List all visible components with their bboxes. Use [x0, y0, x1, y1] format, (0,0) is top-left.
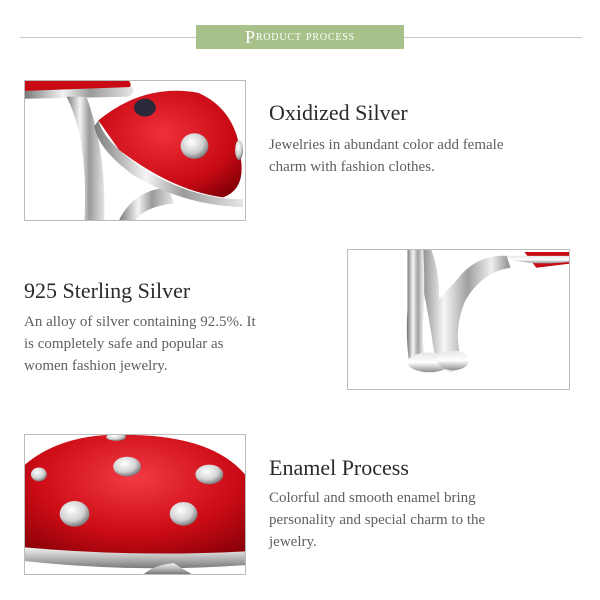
feature-description-line: is completely safe and popular as: [24, 336, 224, 352]
feature-title-enamel-process: Enamel Process: [269, 455, 409, 480]
feature-title-oxidized-silver: Oxidized Silver: [269, 100, 408, 125]
feature-title-sterling-silver: 925 Sterling Silver: [24, 278, 191, 303]
feature-description-line: charm with fashion clothes.: [269, 159, 435, 175]
feature-description-oxidized-silver: [269, 134, 504, 178]
feature-description-line: jewelry.: [269, 534, 317, 550]
feature-description-line: Jewelries in abundant color add female: [269, 137, 504, 153]
feature-description-line: personality and special charm to the: [269, 512, 486, 528]
section-header-rest: roduct process: [255, 29, 355, 44]
feature-description-line: women fashion jewelry.: [24, 358, 168, 374]
oxidized-silver-photo: [24, 80, 246, 221]
feature-description-line: An alloy of silver containing 92.5%. It: [24, 314, 256, 330]
feature-description-enamel-process: [269, 487, 485, 553]
feature-description-line: Colorful and smooth enamel bring: [269, 490, 476, 506]
header-divider-left: [20, 37, 196, 38]
header-divider-right: [404, 37, 582, 38]
enamel-process-photo: [24, 434, 246, 575]
section-header-initial: P: [245, 26, 256, 47]
section-header: [196, 25, 404, 49]
feature-description-sterling-silver: [24, 311, 256, 377]
sterling-silver-photo: [347, 249, 570, 390]
